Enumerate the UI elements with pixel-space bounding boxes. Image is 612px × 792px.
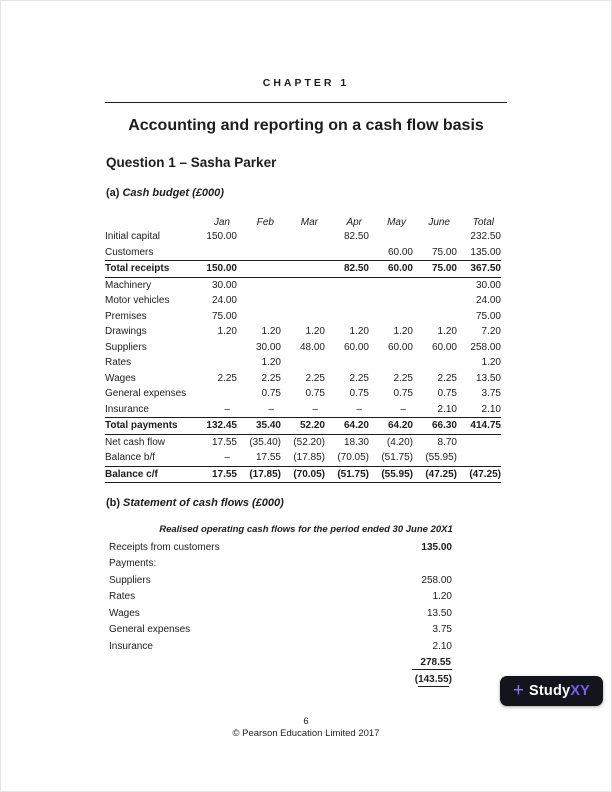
copyright-notice: © Pearson Education Limited 2017	[232, 727, 380, 739]
chapter-divider	[105, 102, 507, 103]
table-row	[105, 245, 501, 261]
cell-value: –	[325, 402, 369, 418]
studyxy-wordmark	[529, 683, 590, 699]
cell-value: 64.20	[369, 418, 413, 435]
row-label: Motor vehicles	[105, 295, 170, 307]
section-a-title: Cash budget (£000)	[122, 187, 224, 199]
column-header: Apr	[346, 216, 362, 228]
row-value: 135.00	[421, 541, 452, 553]
row-value: (143.55)	[414, 673, 452, 685]
row-label: Initial capital	[105, 231, 161, 243]
table-row	[105, 418, 501, 435]
row-value: 258.00	[421, 574, 452, 586]
cell-value: 2.25	[393, 372, 413, 384]
cell-value: 0.75	[261, 388, 281, 400]
statement-row	[109, 655, 452, 672]
table-row	[105, 466, 501, 483]
section-a-prefix: (a)	[106, 187, 120, 199]
cell-value	[281, 229, 325, 245]
cell-value: 64.20	[325, 418, 369, 435]
cell-value: 75.00	[413, 245, 457, 261]
cell-value: 367.50	[457, 261, 501, 278]
cell-value: 8.70	[437, 436, 457, 448]
row-label: Payments:	[109, 558, 157, 570]
section-a-heading	[106, 187, 224, 199]
cell-value: 150.00	[206, 231, 237, 243]
cell-value	[193, 340, 237, 356]
cell-value: 2.10	[457, 402, 501, 418]
cell-value: 0.75	[393, 388, 413, 400]
cell-value	[413, 309, 457, 325]
cell-value	[457, 450, 501, 466]
column-header-row	[105, 215, 501, 229]
question-heading: Question 1 – Sasha Parker	[106, 155, 277, 170]
cell-value	[237, 245, 281, 261]
row-label: Balance c/f	[105, 466, 193, 483]
cell-value: (4.20)	[386, 436, 413, 448]
row-label: Total payments	[105, 418, 193, 435]
cell-value: 82.50	[325, 261, 369, 278]
cell-value: 60.00	[369, 261, 413, 278]
table-row	[105, 371, 501, 387]
statement-row	[109, 638, 452, 655]
cell-value: 2.25	[437, 372, 457, 384]
cell-value	[325, 309, 369, 325]
cell-value: (55.95)	[369, 466, 413, 483]
cell-value: 60.00	[387, 341, 413, 353]
cell-value: 52.20	[281, 418, 325, 435]
cash-budget-table	[105, 215, 501, 483]
table-row	[105, 309, 501, 325]
cell-value	[413, 355, 457, 371]
cell-value: 2.25	[305, 372, 325, 384]
cell-value	[325, 293, 369, 309]
cell-value	[281, 261, 325, 278]
cell-value	[237, 261, 281, 278]
row-label: Receipts from customers	[109, 541, 220, 553]
row-value: 1.20	[432, 591, 452, 603]
cell-value	[325, 277, 369, 293]
cell-value: 48.00	[299, 341, 325, 353]
plus-icon: +	[512, 679, 525, 701]
column-header: May	[387, 216, 406, 228]
statement-row	[109, 671, 452, 688]
underlined-amount: 278.55	[412, 657, 452, 670]
cell-value: (51.75)	[325, 466, 369, 483]
row-label: Insurance	[109, 640, 153, 652]
column-header-empty	[105, 215, 193, 229]
section-b-title: Statement of cash flows (£000)	[123, 497, 284, 509]
cell-value: 0.75	[437, 388, 457, 400]
cell-value	[237, 229, 281, 245]
table-row	[105, 434, 501, 450]
cell-value: 30.00	[255, 341, 281, 353]
cell-value: 24.00	[211, 295, 237, 307]
cash-budget-table-header	[105, 215, 501, 229]
cell-value	[281, 277, 325, 293]
cell-value: 7.20	[481, 326, 501, 338]
statement-row	[109, 589, 452, 606]
row-label: Drawings	[105, 326, 147, 338]
cell-value: 1.20	[481, 357, 501, 369]
cell-value	[193, 355, 237, 371]
row-label: Customers	[105, 245, 193, 261]
column-header: Feb	[256, 216, 274, 228]
cell-value: 150.00	[193, 261, 237, 278]
cell-value	[193, 245, 237, 261]
cell-value: 18.30	[343, 436, 369, 448]
column-header: Jan	[213, 216, 230, 228]
cell-value: 232.50	[470, 231, 501, 243]
cell-value: 13.50	[475, 372, 501, 384]
cell-value: 60.00	[431, 341, 457, 353]
cell-value: (17.85)	[281, 450, 325, 466]
cell-value: 1.20	[261, 357, 281, 369]
studyxy-badge	[500, 676, 603, 706]
section-b-prefix: (b)	[106, 497, 121, 509]
cell-value: 75.00	[475, 310, 501, 322]
cell-value: 60.00	[343, 341, 369, 353]
cell-value: 135.00	[457, 245, 501, 261]
cell-value	[281, 245, 325, 261]
cell-value: 35.40	[237, 418, 281, 435]
cell-value	[413, 293, 457, 309]
brand-study: Study	[529, 683, 571, 699]
cell-value	[369, 355, 413, 371]
cell-value: (70.05)	[325, 450, 369, 466]
cell-value: 17.55	[193, 466, 237, 483]
row-label: General expenses	[109, 624, 191, 636]
cell-value: 60.00	[369, 245, 413, 261]
cell-value: 1.20	[349, 326, 369, 338]
table-row	[105, 324, 501, 340]
row-label: Premises	[105, 310, 147, 322]
cell-value	[281, 355, 325, 371]
cell-value: (35.40)	[249, 436, 281, 448]
cell-value: (52.20)	[293, 436, 325, 448]
underlined-amount: 143.55	[418, 673, 449, 685]
cell-value: (47.25)	[457, 466, 501, 483]
brand-xy: XY	[570, 683, 591, 699]
column-header: June	[428, 216, 450, 228]
cell-value: 24.00	[475, 295, 501, 307]
table-row	[105, 261, 501, 278]
cell-value: 0.75	[349, 388, 369, 400]
table-row	[105, 229, 501, 245]
cell-value: (47.25)	[413, 466, 457, 483]
cell-value: 132.45	[193, 418, 237, 435]
cell-value: 30.00	[475, 279, 501, 291]
statement-row	[109, 539, 452, 556]
cell-value: (70.05)	[281, 466, 325, 483]
cell-value: (55.95)	[413, 450, 457, 466]
cell-value	[281, 293, 325, 309]
cell-value	[413, 229, 457, 245]
cell-value: 66.30	[413, 418, 457, 435]
cell-value: 2.25	[217, 372, 237, 384]
statement-row	[109, 605, 452, 622]
cell-value: 1.20	[305, 326, 325, 338]
cell-value	[369, 277, 413, 293]
cash-flow-statement	[109, 539, 452, 688]
cell-value	[193, 386, 237, 402]
table-row	[105, 386, 501, 402]
statement-row	[109, 622, 452, 639]
column-header: Mar	[300, 216, 318, 228]
table-row	[105, 340, 501, 356]
row-value	[412, 657, 452, 668]
row-value: 2.10	[432, 640, 452, 652]
cell-value: 1.20	[437, 326, 457, 338]
cell-value: 1.20	[217, 326, 237, 338]
cell-value: 75.00	[413, 261, 457, 278]
row-label: Rates	[109, 591, 136, 603]
row-label: Balance b/f	[105, 450, 193, 466]
row-label: Insurance	[105, 402, 193, 418]
cell-value: (51.75)	[369, 450, 413, 466]
cell-value	[325, 355, 369, 371]
cell-value: 414.75	[457, 418, 501, 435]
row-label: Wages	[109, 607, 140, 619]
statement-subtitle: Realised operating cash flows for the period ended 30 June 20X1	[159, 524, 453, 535]
cell-value: –	[369, 402, 413, 418]
cell-value	[413, 277, 457, 293]
cell-value: (17.85)	[237, 466, 281, 483]
cell-value	[369, 293, 413, 309]
page-title: Accounting and reporting on a cash flow basis	[128, 117, 484, 134]
cell-value	[457, 434, 501, 450]
section-b-heading	[106, 497, 284, 509]
cell-value	[369, 309, 413, 325]
cell-value: 0.75	[305, 388, 325, 400]
cash-budget-table-body	[105, 229, 501, 483]
table-row	[105, 402, 501, 418]
cell-value: –	[237, 402, 281, 418]
table-row	[105, 293, 501, 309]
cell-value	[281, 309, 325, 325]
row-label: Net cash flow	[105, 436, 166, 448]
cell-value	[237, 293, 281, 309]
cell-value: –	[193, 450, 237, 466]
cell-value	[237, 277, 281, 293]
table-row	[105, 355, 501, 371]
cell-value: 2.10	[413, 402, 457, 418]
statement-row	[109, 572, 452, 589]
column-header: Total	[472, 216, 494, 228]
row-label: Suppliers	[109, 574, 151, 586]
chapter-heading: CHAPTER 1	[262, 77, 350, 89]
cell-value	[237, 309, 281, 325]
table-row	[105, 277, 501, 293]
row-value: 13.50	[426, 607, 452, 619]
page-number: 6	[303, 716, 309, 727]
row-label: Machinery	[105, 279, 152, 291]
row-label: Wages	[105, 372, 136, 384]
row-label: General expenses	[105, 388, 187, 400]
page-footer	[0, 716, 612, 739]
statement-row	[109, 556, 452, 573]
cell-value: –	[193, 402, 237, 418]
cell-value: 82.50	[343, 231, 369, 243]
cell-value: 2.25	[261, 372, 281, 384]
cell-value: 258.00	[470, 341, 501, 353]
cell-value: 17.55	[211, 436, 237, 448]
row-label: Total receipts	[105, 261, 193, 278]
table-row	[105, 450, 501, 466]
cell-value: 30.00	[211, 279, 237, 291]
row-label: Rates	[105, 357, 132, 369]
cell-value: 3.75	[481, 388, 501, 400]
row-value: 3.75	[432, 624, 452, 636]
cell-value: 1.20	[261, 326, 281, 338]
cell-value: 75.00	[211, 310, 237, 322]
cell-value	[369, 229, 413, 245]
cell-value: 2.25	[349, 372, 369, 384]
row-label: Suppliers	[105, 341, 147, 353]
cell-value	[325, 245, 369, 261]
cell-value: –	[281, 402, 325, 418]
cell-value: 17.55	[237, 450, 281, 466]
cell-value: 1.20	[393, 326, 413, 338]
